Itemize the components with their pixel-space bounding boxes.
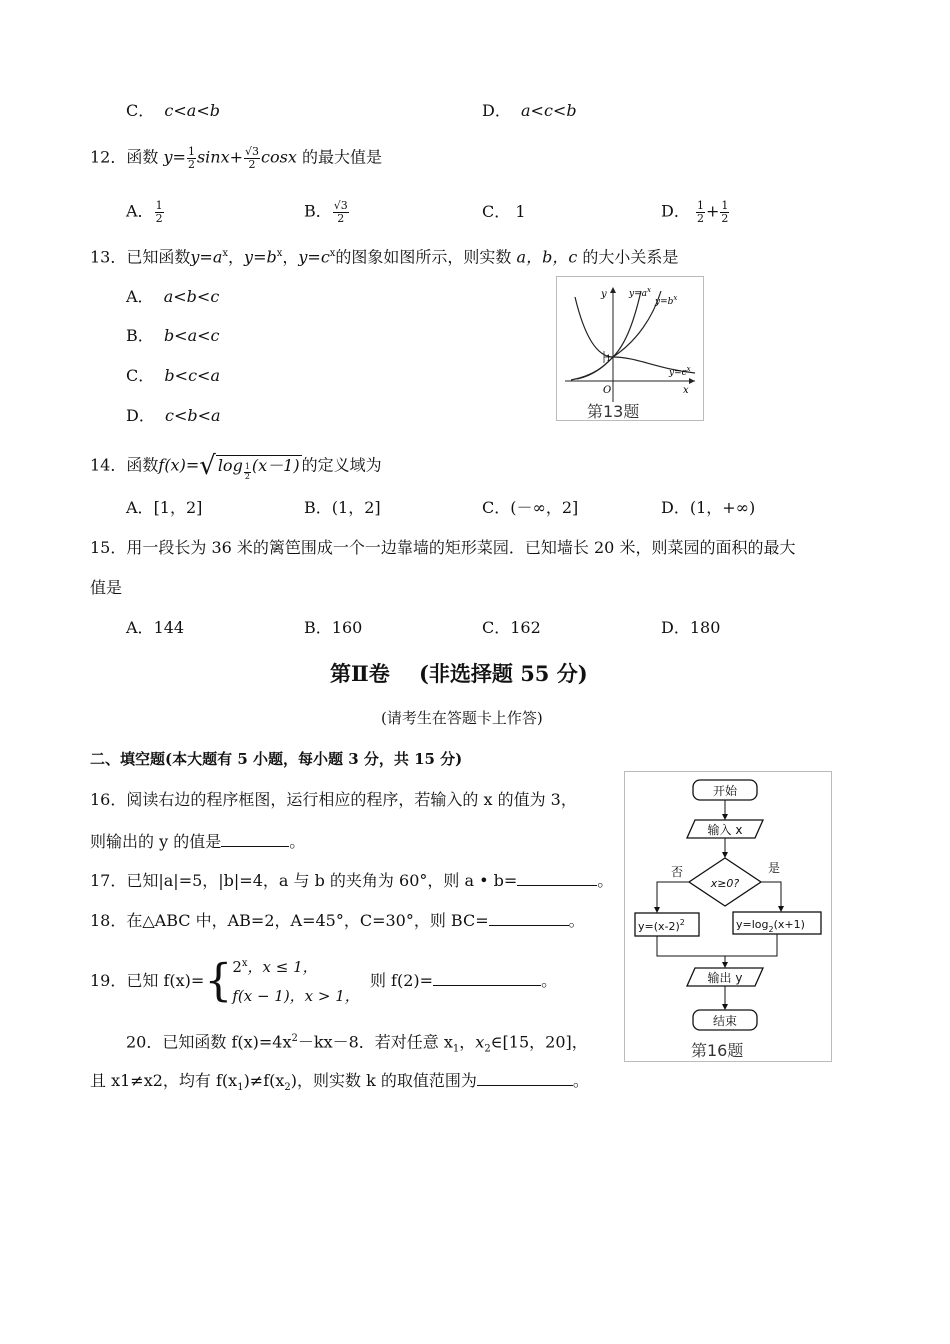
q17-stem: 17．已知|a|=5，|b|=4，a 与 b 的夹角为 60°，则 a • b= 。: [90, 871, 614, 890]
q17-answer-blank: [517, 871, 597, 886]
q13-option-c: C． b<c<a: [126, 366, 220, 385]
arrow-1-head: [722, 814, 728, 820]
q15-option-d: D．180: [661, 618, 721, 637]
q14-option-d: D．(1，+∞): [661, 498, 756, 517]
q16-figure-caption: 第16题: [691, 1041, 744, 1060]
arrow-no-head: [654, 907, 660, 913]
flow-yes-label: 是: [768, 861, 781, 875]
q12-option-b: B． $\frac{√3}{2}$: [304, 199, 348, 225]
q14-option-b: B．(1，2]: [304, 498, 381, 517]
q12-option-d: D． $\frac{1}{2}$ + $\frac{1}{2}$: [661, 199, 729, 225]
section2-subtitle: (请考生在答题卡上作答): [381, 709, 543, 727]
curve-c: [575, 297, 695, 373]
arrow-4-head: [722, 1004, 728, 1010]
q15-stem-line1: 15．用一段长为 36 米的篱笆围成一个一边靠墙的矩形菜园．已知墙长 20 米，则菜园的面积的最大: [90, 538, 796, 557]
q14-option-a: A．[1，2]: [126, 498, 203, 517]
q12-option-c: C． 1: [482, 202, 526, 221]
q14-stem: 14．函数f(x)=√ log $_{\frac{1}{2}}$ (x－1) 的定义域为: [90, 451, 382, 481]
y-axis-arrow: [610, 287, 616, 293]
q15-option-c: C．162: [482, 618, 541, 637]
flow-no-label: 否: [671, 865, 684, 879]
q13-option-b: B． b<a<c: [126, 326, 220, 345]
arrow-no: [657, 882, 689, 910]
curve-b: [571, 291, 661, 380]
q13-option-a: A． a<b<c: [126, 287, 220, 306]
q16-flowchart: [624, 771, 832, 1062]
y-axis-label: y: [601, 289, 607, 300]
q11-option-c: C． c<a<b: [126, 101, 220, 120]
flow-right-formula: $y=\log_2(x+1)$: [736, 918, 805, 934]
curve-a: [577, 291, 641, 379]
q13-graph-figure: [556, 276, 704, 421]
origin-label: O: [603, 385, 612, 396]
x-axis-label: x: [683, 385, 689, 396]
q15-stem-line2: 值是: [90, 578, 123, 597]
q16-answer-blank: [221, 832, 289, 847]
one-label: 1: [606, 354, 612, 363]
q20-answer-blank: [477, 1071, 573, 1086]
q16-stem-line2: 则输出的 y 的值是 。: [90, 832, 306, 851]
q19-answer-blank: [433, 971, 541, 986]
q15-option-b: B．160: [304, 618, 363, 637]
q18-stem: 18．在△ABC 中，AB=2，A=45°，C=30°，则 BC= 。: [90, 911, 585, 930]
arrow-2-head: [722, 852, 728, 858]
arrow-yes: [761, 882, 781, 909]
flow-end: 结束: [712, 1014, 738, 1028]
q16-stem-line1: 16．阅读右边的程序框图，运行相应的程序，若输入的 x 的值为 3，: [90, 790, 577, 809]
label-curve-b: $y=b^x$: [655, 294, 678, 307]
flow-left-formula: $y=(x-2)^2$: [638, 918, 685, 933]
x-axis-arrow: [689, 378, 695, 384]
arrow-yes-head: [778, 906, 784, 912]
merge-right: [725, 934, 777, 956]
q18-answer-blank: [489, 911, 569, 926]
arrow-3-head: [722, 962, 728, 968]
flow-start: 开始: [712, 784, 738, 798]
q12-stem: 12．函数 y= $\frac{1}{2}$ sinx+ $\frac{√3}{2}$ cosx 的最大值是: [90, 145, 382, 171]
label-curve-c: $y=c^x$: [669, 365, 691, 378]
q13-option-d: D． c<b<a: [126, 406, 221, 425]
q13-stem: 13．已知函数$y=a^x$，$y=b^x$，$y=c^x$的图象如图所示，则实数 a，b，c 的大小关系是: [90, 247, 679, 267]
q14-option-c: C．(－∞，2]: [482, 498, 579, 517]
flow-output: 输出 y: [707, 971, 743, 985]
q15-option-a: A．144: [126, 618, 185, 637]
q19-stem: 19．已知 f(x)={ 2$^x$，x ≤ 1， f(x − 1)，x > 1， 则 f(2)= 。: [90, 955, 558, 1007]
flow-input: 输入 x: [707, 823, 743, 837]
merge-left: [657, 936, 725, 956]
section2-title: 第Ⅱ卷 (非选择题 55 分): [330, 661, 588, 686]
q12-option-a: A． $\frac{1}{2}$: [126, 199, 163, 225]
q11-option-d: D． a<c<b: [482, 101, 577, 120]
q16-flowchart-svg: [625, 772, 831, 1061]
q20-stem-line2: 且 x1≠x2，均有 $f(x_1)\ne f(x_2)$，则实数 k 的取值范围为 。: [90, 1071, 589, 1094]
label-curve-a: $y=a^x$: [629, 286, 651, 299]
fill-in-heading: 二、填空题(本大题有 5 小题，每小题 3 分，共 15 分): [90, 750, 463, 768]
flow-condition: x≥0?: [710, 877, 740, 890]
q20-stem-line1: 20．已知函数 $f(x)=4x^2-kx-8$．若对任意 $x_1$，$x_2\in[15$，20]，: [126, 1032, 588, 1055]
q13-figure-caption: 第13题: [587, 402, 640, 421]
